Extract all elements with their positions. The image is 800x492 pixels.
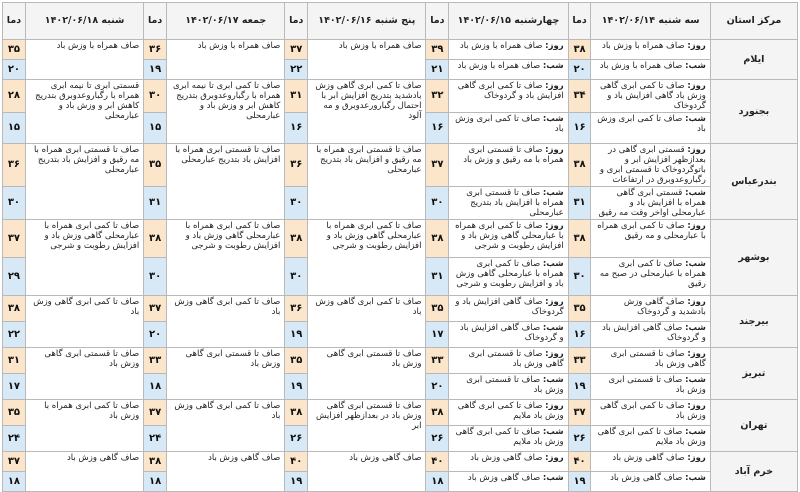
max-temp-15: ۳۷ [426,144,449,187]
header-day-14: سه شنبه ۱۴۰۲/۰۶/۱۴ [591,3,710,40]
day-forecast-15 [449,80,568,113]
night-forecast-15 [449,374,568,400]
night-label: شب: [685,61,706,71]
min-temp-15: ۱۸ [426,472,449,492]
day-forecast-14 [591,452,710,472]
max-temp-17: ۳۷ [144,296,167,322]
night-label: شب: [542,375,564,385]
forecast-16: صاف تا کمی ابری همراه با عبارمحلی گاهی وزش باد و افزایش رطوبت و شرجی [308,220,426,296]
night-label: شب: [685,427,706,437]
min-temp-18: ۱۷ [3,374,26,400]
min-temp-16: ۱۹ [285,374,308,400]
min-temp-17: ۱۸ [144,374,167,400]
province-name: بندرعباس [710,144,797,220]
max-temp-17: ۳۶ [144,40,167,60]
max-temp-14: ۳۸ [568,220,591,258]
day-forecast-text: صاف همراه با وزش باد [602,41,688,51]
min-temp-17: ۱۵ [144,113,167,144]
day-label: روز: [687,349,706,359]
table-row [3,144,798,187]
min-temp-17: ۱۹ [144,60,167,80]
min-temp-18: ۲۰ [3,60,26,80]
max-temp-15: ۳۵ [426,296,449,322]
night-forecast-text: صاف تا کمی ابری گاهی وزش باد ملایم [597,427,706,447]
max-temp-15: ۳۹ [426,40,449,60]
day-forecast-15 [449,348,568,374]
header-row [3,3,798,40]
night-forecast-14 [591,472,710,492]
forecast-17: صاف تا کمی ابری همراه با عبارمحلی گاهی وزش باد و افزایش رطوبت و شرجی [167,220,285,296]
day-label: روز: [545,81,564,91]
max-temp-15: ۳۲ [426,80,449,113]
min-temp-17: ۳۰ [144,258,167,296]
day-forecast-text: صاف تا قسمتی ابری گاهی وزش باد [468,349,564,369]
max-temp-14: ۳۵ [568,296,591,322]
max-temp-18: ۲۸ [3,80,26,113]
day-label: روز: [687,221,706,231]
day-label: روز: [687,41,706,51]
max-temp-15: ۳۸ [426,220,449,258]
max-temp-16: ۳۶ [285,296,308,322]
forecast-16: صاف تا قسمتی ابری گاهی وزش باد در بعدازظهر افزایش ابر [308,400,426,452]
night-forecast-text: صاف تا کمی ابری وزش باد [455,114,564,134]
day-forecast-text: صاف تا کمی ابری گاهی وزش باد [599,401,706,421]
day-forecast-14 [591,400,710,426]
night-forecast-text: صاف تا کمی ابری همراه با عبارمحلی گاهی وزش باد و افزایش رطوبت و شرجی [455,259,564,289]
max-temp-18: ۳۱ [3,348,26,374]
header-temp: دما [285,3,308,40]
header-province: مرکز استان [710,3,797,40]
night-label: شب: [542,114,564,124]
day-forecast-15 [449,220,568,258]
day-forecast-15 [449,452,568,472]
min-temp-14: ۱۶ [568,322,591,348]
night-forecast-14 [591,374,710,400]
night-forecast-14 [591,426,710,452]
night-forecast-text: صاف گاهی افزایش باد و گردوخاک [602,323,706,343]
min-temp-15: ۳۱ [426,258,449,296]
forecast-17: صاف تا کمی ابری گاهی وزش باد [167,296,285,348]
day-forecast-text: صاف گاهی وزش بادشدید و گردوخاک [623,297,706,317]
forecast-16: صاف تا کمی ابری گاهی وزش باد [308,296,426,348]
max-temp-17: ۳۰ [144,80,167,113]
max-temp-17: ۳۸ [144,452,167,472]
night-label: شب: [685,473,706,483]
night-forecast-text: صاف همراه با وزش باد [457,61,543,71]
min-temp-14: ۳۱ [568,187,591,220]
min-temp-18: ۲۲ [3,322,26,348]
day-forecast-14 [591,144,710,187]
day-label: روز: [545,41,564,51]
day-forecast-14 [591,80,710,113]
day-forecast-text: صاف تا قسمتی ابری گاهی وزش باد [610,349,706,369]
night-forecast-14 [591,113,710,144]
max-temp-15: ۳۳ [426,348,449,374]
night-forecast-15 [449,426,568,452]
min-temp-15: ۱۷ [426,322,449,348]
header-day-16: پنج شنبه ۱۴۰۲/۰۶/۱۶ [308,3,426,40]
day-label: روز: [687,401,706,411]
forecast-17: صاف تا کمی ابری تا نیمه ابری همراه با رگباروعدوبرق بتدریج کاهش ابر و وزش باد و عبارمحلی [167,80,285,144]
max-temp-18: ۳۶ [3,144,26,187]
forecast-18: صاف تا کمی ابری گاهی وزش باد [25,296,143,348]
forecast-16: صاف تا کمی ابری گاهی وزش بادشدید بتدریج افزایش ابر با احتمال رگبارورعدوبرق و مه آلود [308,80,426,144]
forecast-16: صاف تا قسمتی ابری همراه با مه رقیق و افزایش باد بتدریج عبارمحلی [308,144,426,220]
night-forecast-text: صاف تا کمی ابری همراه با عبارمحلی در صبح مه رقیق [599,259,706,289]
night-label: شب: [542,188,564,198]
day-forecast-15 [449,296,568,322]
night-label: شب: [542,473,564,483]
max-temp-17: ۳۷ [144,400,167,426]
province-name: تبریز [710,348,797,400]
table-row [3,452,798,472]
province-name: ایلام [710,40,797,80]
day-label: روز: [545,221,564,231]
max-temp-14: ۴۰ [568,452,591,472]
night-forecast-15 [449,472,568,492]
night-forecast-text: صاف گاهی وزش باد [467,473,543,483]
day-label: روز: [545,349,564,359]
max-temp-18: ۳۵ [3,40,26,60]
forecast-17: صاف تا قسمتی ابری همراه با افزایش باد بتدریج عبارمحلی [167,144,285,220]
max-temp-16: ۳۸ [285,220,308,258]
table-row [3,400,798,426]
max-temp-17: ۳۵ [144,144,167,187]
day-forecast-text: صاف گاهی افزایش باد و گردوخاک [455,297,564,317]
forecast-table [2,2,798,492]
night-label: شب: [542,61,564,71]
forecast-body [3,40,798,492]
min-temp-17: ۲۰ [144,322,167,348]
max-temp-16: ۳۶ [285,144,308,187]
day-label: روز: [687,81,706,91]
table-row [3,40,798,60]
max-temp-17: ۳۳ [144,348,167,374]
table-row [3,348,798,374]
night-forecast-14 [591,187,710,220]
day-label: روز: [545,401,564,411]
day-forecast-14 [591,296,710,322]
day-forecast-text: صاف تا کمی ابری گاهی افزایش باد و گردوخاک [457,81,564,101]
min-temp-16: ۱۶ [285,113,308,144]
night-label: شب: [685,323,706,333]
max-temp-18: ۳۸ [3,296,26,322]
forecast-17: صاف همراه با وزش باد [167,40,285,80]
province-name: بوشهر [710,220,797,296]
day-forecast-14 [591,220,710,258]
max-temp-18: ۳۷ [3,452,26,472]
day-label: روز: [687,145,706,155]
header-temp: دما [568,3,591,40]
min-temp-17: ۳۱ [144,187,167,220]
min-temp-15: ۲۶ [426,426,449,452]
max-temp-16: ۳۸ [285,400,308,426]
min-temp-16: ۳۰ [285,258,308,296]
min-temp-15: ۲۰ [426,374,449,400]
day-label: روز: [687,297,706,307]
night-forecast-text: صاف تا قسمتی ابری همراه با افزایش باد بتدریج عبارمحلی [466,188,564,218]
night-forecast-text: قسمتی ابری گاهی همراه با افزایش باد و عبارمحلی اواخر وقت مه رقیق [598,188,706,218]
max-temp-16: ۳۱ [285,80,308,113]
min-temp-14: ۱۹ [568,374,591,400]
min-temp-16: ۱۹ [285,322,308,348]
forecast-16: صاف همراه با وزش باد [308,40,426,80]
day-forecast-15 [449,400,568,426]
province-name: تهران [710,400,797,452]
min-temp-15: ۱۶ [426,113,449,144]
table-row [3,80,798,113]
forecast-18: صاف گاهی وزش باد [25,452,143,492]
min-temp-15: ۳۰ [426,187,449,220]
max-temp-14: ۳۸ [568,40,591,60]
night-forecast-text: صاف گاهی افزایش باد و گردوخاک [459,323,564,343]
max-temp-16: ۳۵ [285,348,308,374]
forecast-18: صاف تا کمی ابری همراه با وزش باد [25,400,143,452]
night-forecast-15 [449,187,568,220]
day-forecast-text: صاف تا کمی ابری همراه با عبارمحلی گاهی وزش باد و افزایش رطوبت و شرجی [455,221,564,251]
forecast-16: صاف تا قسمتی ابری گاهی وزش باد [308,348,426,400]
forecast-18: قسمتی ابری تا نیمه ابری همراه با رگباروعدوبرق بتدریج کاهش ابر و وزش باد و عبارمحلی [25,80,143,144]
day-forecast-text: صاف گاهی وزش باد [470,453,546,463]
min-temp-16: ۱۹ [285,472,308,492]
min-temp-16: ۲۲ [285,60,308,80]
day-forecast-15 [449,40,568,60]
min-temp-14: ۳۰ [568,258,591,296]
max-temp-14: ۳۷ [568,400,591,426]
night-forecast-15 [449,113,568,144]
forecast-18: صاف تا قسمتی ابری گاهی وزش باد [25,348,143,400]
night-label: شب: [542,259,564,269]
night-forecast-text: صاف تا کمی ابری گاهی وزش باد ملایم [455,427,564,447]
max-temp-15: ۳۸ [426,400,449,426]
header-temp: دما [3,3,26,40]
night-forecast-14 [591,258,710,296]
forecast-18: صاف تا کمی ابری همراه با عبارمحلی گاهی وزش باد و افزایش رطوبت و شرجی [25,220,143,296]
night-forecast-text: صاف تا قسمتی ابری وزش باد [466,375,564,395]
day-label: روز: [545,453,564,463]
day-label: روز: [687,453,706,463]
day-forecast-14 [591,40,710,60]
max-temp-16: ۴۰ [285,452,308,472]
max-temp-17: ۳۸ [144,220,167,258]
min-temp-16: ۳۰ [285,187,308,220]
min-temp-17: ۲۴ [144,426,167,452]
max-temp-14: ۳۴ [568,80,591,113]
forecast-17: صاف تا کمی ابری گاهی وزش باد [167,400,285,452]
min-temp-14: ۲۶ [568,426,591,452]
night-forecast-15 [449,322,568,348]
night-forecast-text: صاف تا قسمتی ابری وزش باد [608,375,706,395]
max-temp-18: ۳۵ [3,400,26,426]
day-forecast-text: صاف تا کمی ابری گاهی وزش باد ملایم [457,401,564,421]
province-name: خرم آباد [710,452,797,492]
night-forecast-15 [449,258,568,296]
day-label: روز: [545,297,564,307]
forecast-18: صاف تا قسمتی ابری همراه با مه رقیق و افزایش باد بتدریج عبارمحلی [25,144,143,220]
night-label: شب: [685,114,706,124]
min-temp-16: ۲۶ [285,426,308,452]
header-day-17: جمعه ۱۴۰۲/۰۶/۱۷ [167,3,285,40]
forecast-17: صاف تا قسمتی ابری گاهی وزش باد [167,348,285,400]
header-temp: دما [144,3,167,40]
day-label: روز: [545,145,564,155]
day-forecast-text: صاف تا کمی ابری گاهی وزش باد گاهی افزایش باد و گردوخاک [599,81,706,111]
max-temp-15: ۴۰ [426,452,449,472]
max-temp-16: ۳۷ [285,40,308,60]
max-temp-18: ۳۷ [3,220,26,258]
night-forecast-14 [591,60,710,80]
header-temp: دما [426,3,449,40]
header-day-15: چهارشنبه ۱۴۰۲/۰۶/۱۵ [449,3,568,40]
day-forecast-14 [591,348,710,374]
night-label: شب: [685,188,706,198]
min-temp-14: ۱۶ [568,113,591,144]
table-row [3,220,798,258]
day-forecast-15 [449,144,568,187]
day-forecast-text: صاف گاهی وزش باد [612,453,688,463]
night-forecast-text: صاف تا کمی ابری وزش باد [597,114,706,134]
province-name: بیرجند [710,296,797,348]
min-temp-17: ۱۸ [144,472,167,492]
province-name: بجنورد [710,80,797,144]
forecast-18: صاف همراه با وزش باد [25,40,143,80]
min-temp-18: ۱۸ [3,472,26,492]
min-temp-18: ۲۴ [3,426,26,452]
night-forecast-text: صاف گاهی وزش باد [610,473,686,483]
day-forecast-text: صاف تا کمی ابری همراه با عبارمحلی و مه رقیق [597,221,706,241]
min-temp-18: ۳۰ [3,187,26,220]
night-label: شب: [542,323,564,333]
night-label: شب: [685,375,706,385]
header-day-18: شنبه ۱۴۰۲/۰۶/۱۸ [25,3,143,40]
night-label: شب: [542,427,564,437]
day-forecast-text: صاف تا قسمتی ابری همراه با مه رقیق و وزش باد [463,145,564,165]
forecast-17: صاف گاهی وزش باد [167,452,285,492]
night-forecast-text: صاف همراه با وزش باد [599,61,686,71]
max-temp-14: ۳۸ [568,144,591,187]
table-row [3,296,798,322]
min-temp-14: ۲۰ [568,60,591,80]
min-temp-14: ۱۹ [568,472,591,492]
min-temp-18: ۲۹ [3,258,26,296]
day-forecast-text: قسمتی ابری گاهی در بعدازظهر افزایش ابر و باتوگردوخاک تا قسمتی ابری و رگباروعدوبرق در ارتفاعات [599,145,706,185]
min-temp-18: ۱۵ [3,113,26,144]
night-label: شب: [685,259,706,269]
min-temp-15: ۲۱ [426,60,449,80]
night-forecast-15 [449,60,568,80]
night-forecast-14 [591,322,710,348]
max-temp-14: ۳۳ [568,348,591,374]
forecast-16: صاف گاهی وزش باد [308,452,426,492]
day-forecast-text: صاف همراه با وزش باد [459,41,546,51]
